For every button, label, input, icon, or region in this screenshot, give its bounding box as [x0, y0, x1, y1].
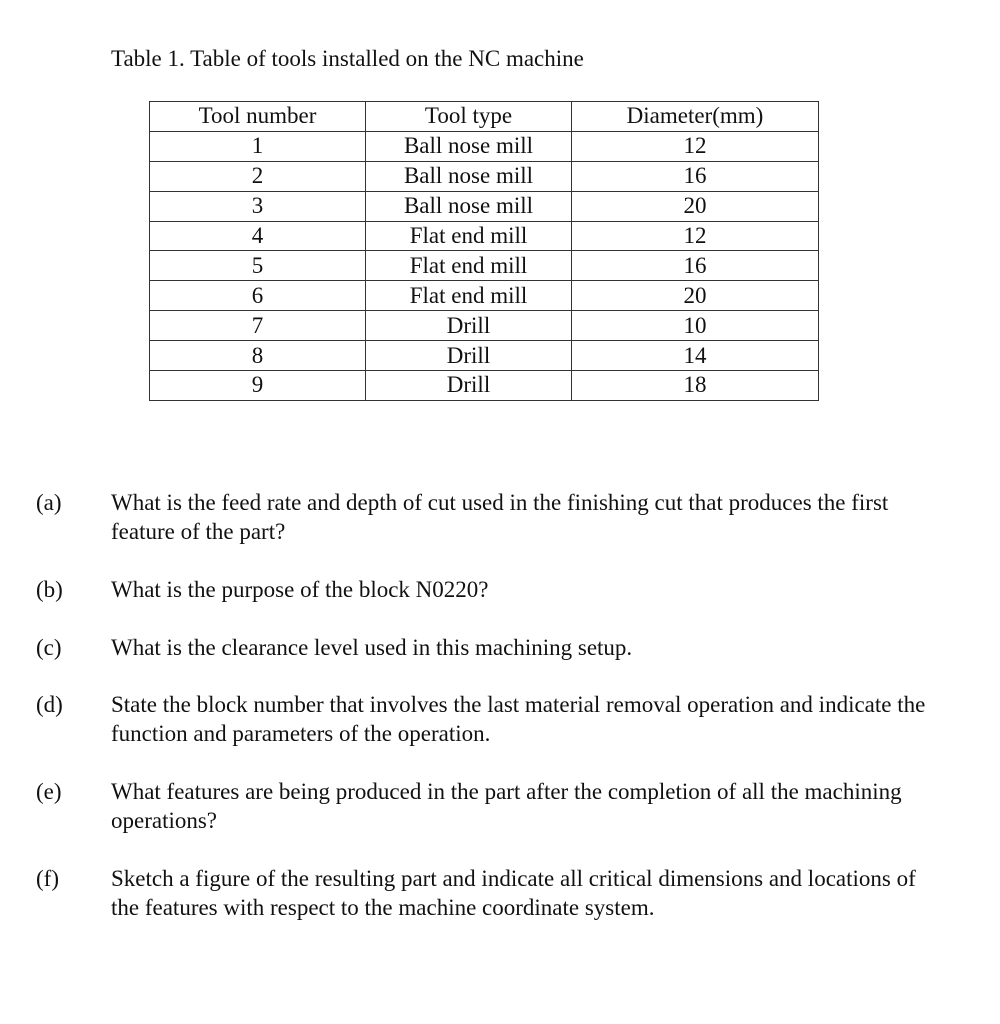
cell-tool-type: Ball nose mill: [366, 131, 572, 161]
header-diameter: Diameter(mm): [572, 102, 819, 132]
question-a-text: What is the feed rate and depth of cut used in the finishing cut that produces the first feature of the part?: [111, 490, 889, 544]
table-row: [150, 341, 819, 371]
question-c-label: (c): [36, 635, 62, 660]
table-row: [150, 251, 819, 281]
cell-tool-type: Ball nose mill: [366, 191, 572, 221]
cell-diameter: 16: [572, 251, 819, 281]
cell-diameter: 12: [572, 221, 819, 251]
question-f-text: Sketch a figure of the resulting part and indicate all critical dimensions and locations of the features with respect to the machine coordinate system.: [111, 866, 916, 920]
cell-tool-number: 8: [150, 341, 366, 371]
cell-tool-type: Flat end mill: [366, 221, 572, 251]
question-d-text: State the block number that involves the last material removal operation and indicate the function and parameters of the operation.: [111, 692, 926, 746]
cell-tool-number: 9: [150, 371, 366, 401]
cell-diameter: 18: [572, 371, 819, 401]
table-row: [150, 311, 819, 341]
cell-tool-number: 1: [150, 131, 366, 161]
cell-tool-type: Ball nose mill: [366, 161, 572, 191]
cell-diameter: 20: [572, 281, 819, 311]
question-b-label: (b): [36, 577, 63, 602]
cell-tool-number: 3: [150, 191, 366, 221]
table-row: [150, 161, 819, 191]
cell-tool-type: Drill: [366, 311, 572, 341]
cell-diameter: 20: [572, 191, 819, 221]
table-row: [150, 371, 819, 401]
cell-tool-type: Drill: [366, 371, 572, 401]
cell-diameter: 10: [572, 311, 819, 341]
header-tool-number: Tool number: [150, 102, 366, 132]
question-a-label: (a): [36, 490, 62, 515]
cell-diameter: 14: [572, 341, 819, 371]
question-f-label: (f): [36, 866, 59, 891]
table-row: [150, 191, 819, 221]
tools-table: [149, 101, 819, 401]
header-tool-type: Tool type: [366, 102, 572, 132]
table-header-row: [150, 102, 819, 132]
cell-diameter: 12: [572, 131, 819, 161]
cell-diameter: 16: [572, 161, 819, 191]
question-c-text: What is the clearance level used in this machining setup.: [111, 635, 633, 660]
table-caption: Table 1. Table of tools installed on the NC machine: [111, 46, 584, 71]
cell-tool-number: 5: [150, 251, 366, 281]
cell-tool-number: 4: [150, 221, 366, 251]
cell-tool-type: Flat end mill: [366, 281, 572, 311]
question-b-text: What is the purpose of the block N0220?: [111, 577, 489, 602]
cell-tool-type: Flat end mill: [366, 251, 572, 281]
table-row: [150, 221, 819, 251]
cell-tool-number: 6: [150, 281, 366, 311]
question-e-text: What features are being produced in the part after the completion of all the machining operations?: [111, 779, 902, 833]
cell-tool-number: 2: [150, 161, 366, 191]
table-row: [150, 131, 819, 161]
cell-tool-number: 7: [150, 311, 366, 341]
cell-tool-type: Drill: [366, 341, 572, 371]
question-d-label: (d): [36, 692, 63, 717]
question-e-label: (e): [36, 779, 62, 804]
table-row: [150, 281, 819, 311]
